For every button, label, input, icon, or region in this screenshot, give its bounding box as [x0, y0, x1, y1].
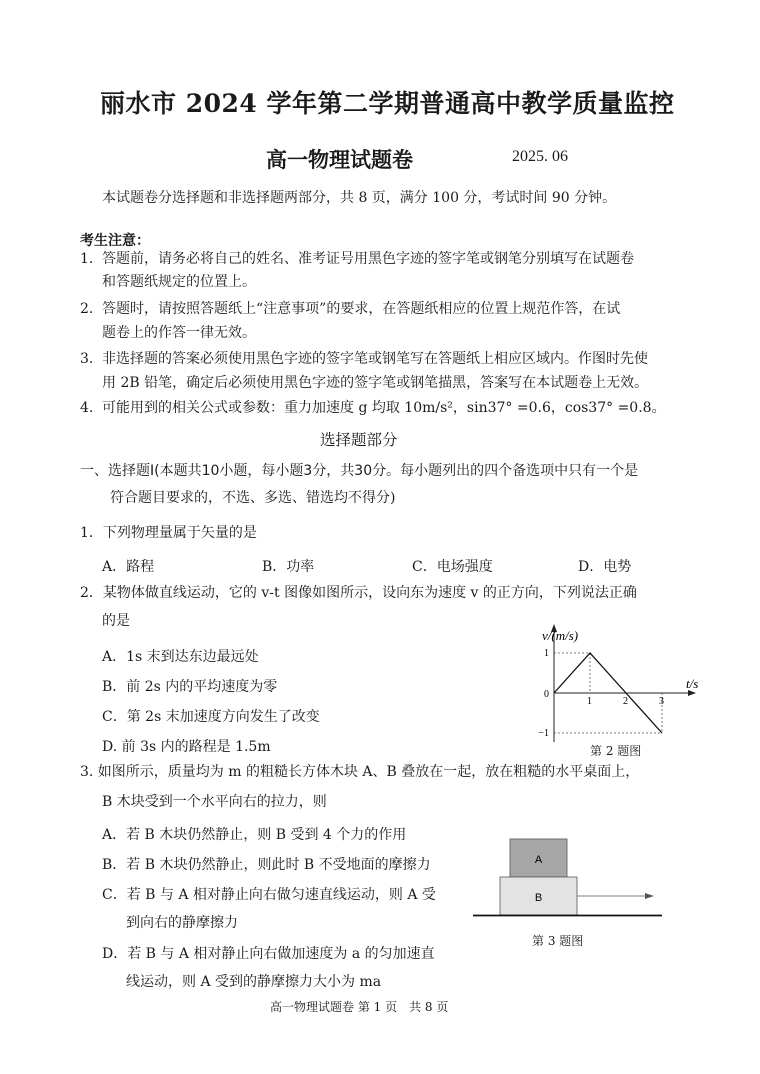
exam-subtitle: 高一物理试题卷 [266, 147, 413, 172]
answer-option: A．若 B 木块仍然静止，则 B 受到 4 个力的作用 [102, 827, 407, 843]
blocks-figure [470, 834, 670, 924]
answer-option: B．前 2s 内的平均速度为零 [102, 679, 278, 695]
notes-heading: 考生注意： [80, 233, 150, 249]
exam-date: 2025. 06 [512, 148, 568, 165]
note-number: 1. [80, 251, 94, 267]
block-a-label: A [534, 854, 543, 866]
answer-option: D．若 B 与 A 相对静止向右做加速度为 a 的匀加速直 [102, 946, 435, 962]
x-tick-label: 2 [623, 696, 628, 707]
y-tick-label: 0 [544, 689, 549, 700]
answer-option: B．若 B 木块仍然静止，则此时 B 不受地面的摩擦力 [102, 857, 431, 873]
note-text: 用 2B 铅笔，确定后必须使用黑色字迹的签字笔或钢笔描黑，答案写在本试题卷上无效。 [102, 375, 649, 391]
note-number: 3. [80, 351, 94, 367]
y-tick-label: 1 [544, 648, 549, 659]
answer-option: C．若 B 与 A 相对静止向右做匀速直线运动，则 A 受 [102, 887, 436, 903]
force-arrowhead [645, 893, 654, 899]
y-axis-label: v/(m/s) [542, 628, 579, 643]
note-text: 答题时，请按照答题纸上“注意事项”的要求，在答题纸相应的位置上规范作答，在试 [102, 301, 621, 317]
question-stem: 的是 [102, 613, 130, 629]
answer-option: 到向右的静摩擦力 [126, 915, 238, 931]
note-number: 4. [80, 400, 94, 416]
exam-intro: 本试题卷分选择题和非选择题两部分，共 8 页，满分 100 分，考试时间 90 分钟。 [102, 190, 617, 206]
x-axis-label: t/s [686, 676, 699, 691]
question-stem: 1．下列物理量属于矢量的是 [80, 525, 257, 541]
figure-caption: 第 2 题图 [590, 744, 642, 758]
answer-option: 线运动，则 A 受到的静摩擦力大小为 ma [126, 974, 382, 990]
part-instructions: 一、选择题Ⅰ(本题共10小题，每小题3分，共30分。每小题列出的四个备选项中只有一个是 [80, 463, 639, 479]
answer-option: D．电势 [578, 559, 632, 575]
note-text: 和答题纸规定的位置上。 [102, 274, 256, 290]
question-stem: B 木块受到一个水平向右的拉力，则 [102, 794, 327, 810]
note-text: 答题前，请务必将自己的姓名、准考证号用黑色字迹的签字笔或钢笔分别填写在试题卷 [102, 251, 634, 267]
note-text: 题卷上的作答一律无效。 [102, 325, 256, 341]
vt-graph [520, 618, 710, 748]
page-footer: 高一物理试题卷 第 1 页 共 8 页 [270, 1000, 449, 1014]
question-stem: 2．某物体做直线运动，它的 v-t 图像如图所示，设向东为速度 v 的正方向，下列说法正确 [80, 585, 637, 601]
x-tick-label: 3 [659, 696, 664, 707]
question-stem: 3. 如图所示，质量均为 m 的粗糙长方体木块 A、B 叠放在一起，放在粗糙的水平桌面上， [80, 764, 640, 780]
answer-option: A．路程 [102, 559, 155, 575]
note-number: 2. [80, 301, 94, 317]
page-title: 丽水市 2024 学年第二学期普通高中教学质量监控 [100, 89, 675, 118]
section-title: 选择题部分 [320, 431, 398, 449]
figure-caption: 第 3 题图 [532, 934, 584, 948]
y-tick-label: −1 [538, 728, 549, 739]
answer-option: A．1s 末到达东边最远处 [102, 649, 259, 665]
note-text: 可能用到的相关公式或参数：重力加速度 g 均取 10m/s²，sin37° =0.6，cos37° =0.8。 [102, 400, 666, 416]
answer-option: C．电场强度 [412, 559, 493, 575]
answer-option: D. 前 3s 内的路程是 1.5m [102, 739, 271, 755]
answer-option: C．第 2s 末加速度方向发生了改变 [102, 709, 320, 725]
answer-option: B．功率 [262, 559, 315, 575]
part-instructions: 符合题目要求的，不选、多选、错选均不得分) [110, 490, 396, 506]
x-tick-label: 1 [587, 696, 592, 707]
block-b-label: B [534, 892, 543, 904]
note-text: 非选择题的答案必须使用黑色字迹的签字笔或钢笔写在答题纸上相应区域内。作图时先使 [102, 351, 648, 367]
